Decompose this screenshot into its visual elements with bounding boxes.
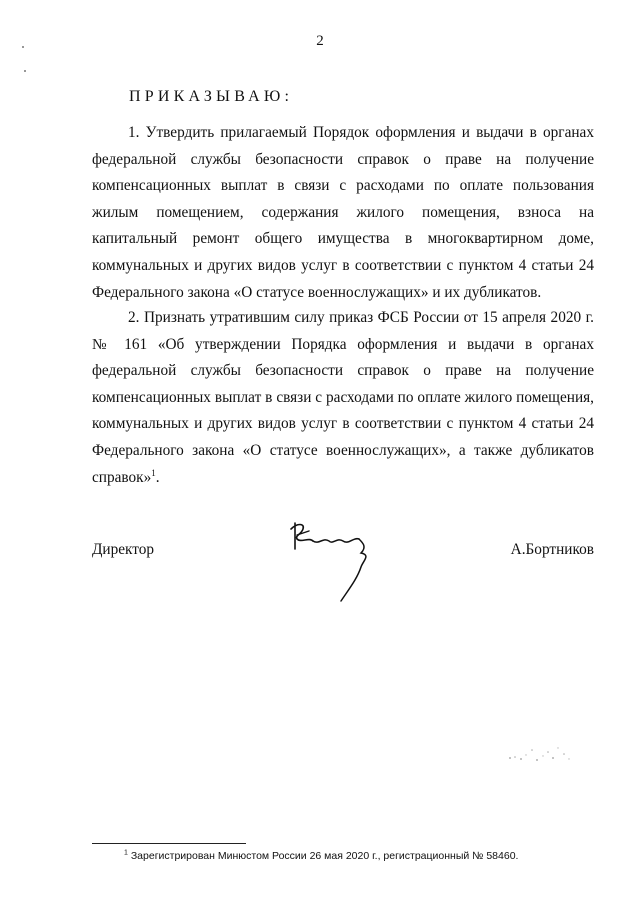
order-item-2-text: 2. Признать утратившим силу приказ ФСБ России от 15 апреля 2020 г. № 161 «Об утверждении Порядка оформления и выдачи в органах федеральной службы безопасности справок о праве на получение компенсационных выплат в связи с расходами по оплате жилого помещения, коммунальных и других видов услуг в соответствии с пунктом 4 статьи 24 Федерального закона «О статусе военнослужащих», а также дубликатов справок»: [92, 309, 594, 486]
faint-stamp-marks: [506, 738, 576, 766]
order-heading: ПРИКАЗЫВАЮ:: [129, 88, 294, 105]
footnote-marker: 1: [124, 849, 128, 857]
order-item-1: 1. Утвердить прилагаемый Порядок оформления и выдачи в органах федеральной службы безопасности справок о праве на получение компенсационных выплат в связи с расходами по оплате пользования жилым помещением, содержания жилого помещения, взноса на капитальный ремонт общего имущества в многоквартирном доме, коммунальных и других видов услуг в соответствии с пунктом 4 статьи 24 Федерального закона «О статусе военнослужащих» и их дубликатов.: [92, 124, 594, 301]
scan-speck: [22, 46, 24, 48]
signatory-title: Директор: [92, 541, 155, 558]
order-item-2: [92, 305, 594, 491]
sentence-period: .: [155, 468, 160, 486]
footnote-separator: [92, 843, 246, 844]
scan-speck: [24, 70, 26, 72]
signatory-name: А.Бортников: [510, 541, 594, 558]
handwritten-signature: [283, 515, 383, 607]
footnote: [124, 850, 518, 862]
page-number: 2: [316, 33, 324, 49]
footnote-reference: 1: [151, 467, 156, 478]
footnote-text: Зарегистрирован Минюстом России 26 мая 2020 г., регистрационный № 58460.: [130, 850, 519, 862]
